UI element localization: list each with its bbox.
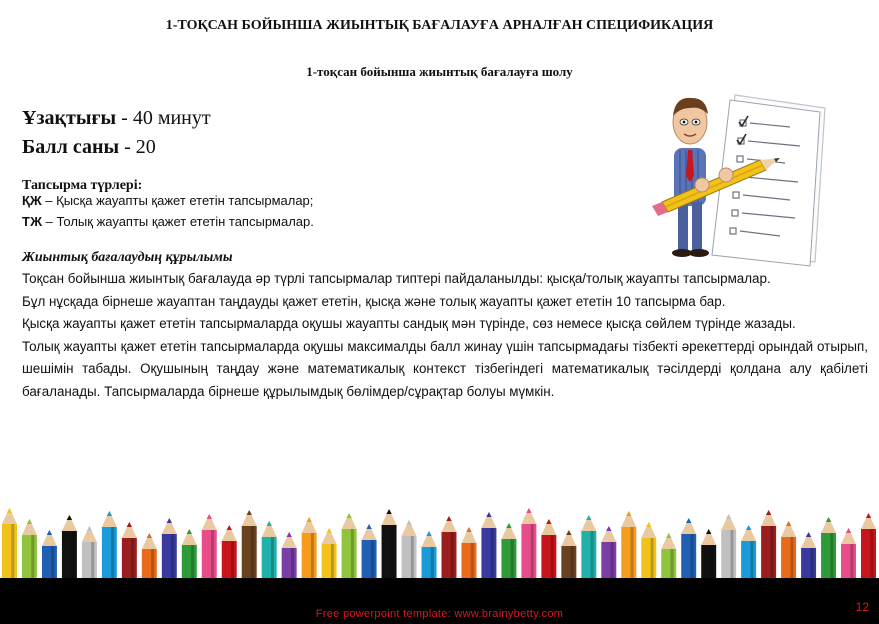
pencil: [262, 521, 277, 578]
duration-label: Ұзақтығы: [22, 107, 117, 129]
duration-value: 40 минут: [132, 107, 211, 129]
pencil: [781, 521, 796, 578]
pencil: [601, 526, 616, 578]
pencil: [641, 522, 656, 578]
structure-paragraph: Тоқсан бойынша жиынтық бағалауда әр түрлі тапсырмалар типтері пайдаланылды: қысқа/толық жауапты тапсырмалар.: [22, 271, 771, 286]
pencil: [481, 512, 496, 578]
pencil: [302, 517, 317, 578]
pencil: [22, 519, 37, 578]
structure-paragraph: Қысқа жауапты қажет ететін тапсырмаларда оқушы жауапты сандық мән түрінде, сөз немесе қысқа сөйлем түрінде жазады.: [22, 316, 796, 332]
pencil: [42, 530, 57, 578]
score-value: 20: [135, 136, 156, 158]
pencil: [621, 511, 636, 578]
pencil: [142, 533, 157, 578]
slide-subtitle: 1-тоқсан бойынша жиынтық бағалауға шолу: [306, 64, 573, 79]
pencil: [182, 529, 197, 578]
pencil: [681, 518, 696, 578]
task-type-full: [22, 214, 314, 229]
duration-separator: -: [116, 107, 133, 129]
score-separator: -: [119, 136, 136, 158]
task-type-short: [22, 193, 313, 208]
pencil: [461, 527, 476, 578]
slide-title: 1-ТОҚСАН БОЙЫНША ЖИЫНТЫҚ БАҒАЛАУҒА АРНАЛҒАН СПЕЦИФИКАЦИЯ: [165, 18, 714, 33]
structure-heading: Жиынтық бағалаудың құрылымы: [22, 250, 233, 265]
pencil: [222, 525, 237, 578]
duration-line: [22, 107, 211, 130]
pencil: [162, 518, 177, 578]
footer-bar: [0, 578, 879, 624]
pencil: [661, 533, 676, 578]
colored-pencils-border: [0, 496, 879, 578]
pencil: [442, 516, 457, 578]
pencil: [721, 514, 736, 578]
pencil: [342, 513, 357, 578]
score-line: [22, 136, 156, 159]
pencil: [282, 532, 297, 578]
pencil: [581, 515, 596, 578]
pencil: [741, 525, 756, 578]
pencil: [202, 514, 217, 578]
pencil: [801, 532, 816, 578]
task-type-short-abbr: ҚЖ: [22, 193, 42, 208]
man-with-pencil-illustration: [640, 90, 835, 270]
structure-paragraph: Бұл нұсқада бірнеше жауаптан таңдауды қажет ететін, қысқа және толық жауапты қажет ететін 10 тапсырма бар.: [22, 293, 726, 309]
pencil: [841, 528, 856, 578]
pencil: [362, 524, 377, 578]
pencil: [501, 523, 516, 578]
pencil: [122, 522, 137, 578]
task-type-full-text: – Толық жауапты қажет ететін тапсырмалар.: [42, 214, 314, 229]
pencil: [382, 509, 397, 578]
task-type-full-abbr: ТЖ: [22, 214, 43, 229]
structure-paragraph: Толық жауапты қажет ететін тапсырмаларда оқушы максималды балл жинау үшін тапсырмадағы тізбекті әрекеттерді орындай отырып, шешімін табады. Оқушының таңдау және математикалық контекст тізбегіндегі математикалық тәсілдерді қолдана алу қабілеті бағаланады. Тапсырмаларда бірнеше құрылымдық бөлімдер/сұрақтар болуы мүмкін.: [22, 338, 868, 399]
task-types-heading: Тапсырма түрлері:: [22, 178, 143, 193]
structure-paragraphs: [22, 268, 868, 404]
task-type-short-text: – Қысқа жауапты қажет ететін тапсырмалар;: [41, 193, 314, 208]
pencil: [2, 508, 17, 578]
pencil: [82, 526, 97, 578]
pencil: [322, 528, 337, 578]
page-number: 12: [855, 600, 869, 614]
footer-template-link[interactable]: Free powerpoint template: www.brainybetty.com: [315, 608, 564, 620]
pencil: [62, 515, 77, 578]
pencil: [521, 508, 536, 578]
pencil: [701, 529, 716, 578]
pencil: [761, 510, 776, 578]
man-figure: [672, 98, 709, 257]
pencil: [561, 530, 576, 578]
pencil: [242, 510, 257, 578]
pencil: [402, 520, 417, 578]
pencil: [102, 511, 117, 578]
score-label: Балл саны: [22, 136, 120, 158]
pencil: [422, 531, 437, 578]
pencil: [541, 519, 556, 578]
pencil: [821, 517, 836, 578]
pencil: [861, 513, 876, 578]
